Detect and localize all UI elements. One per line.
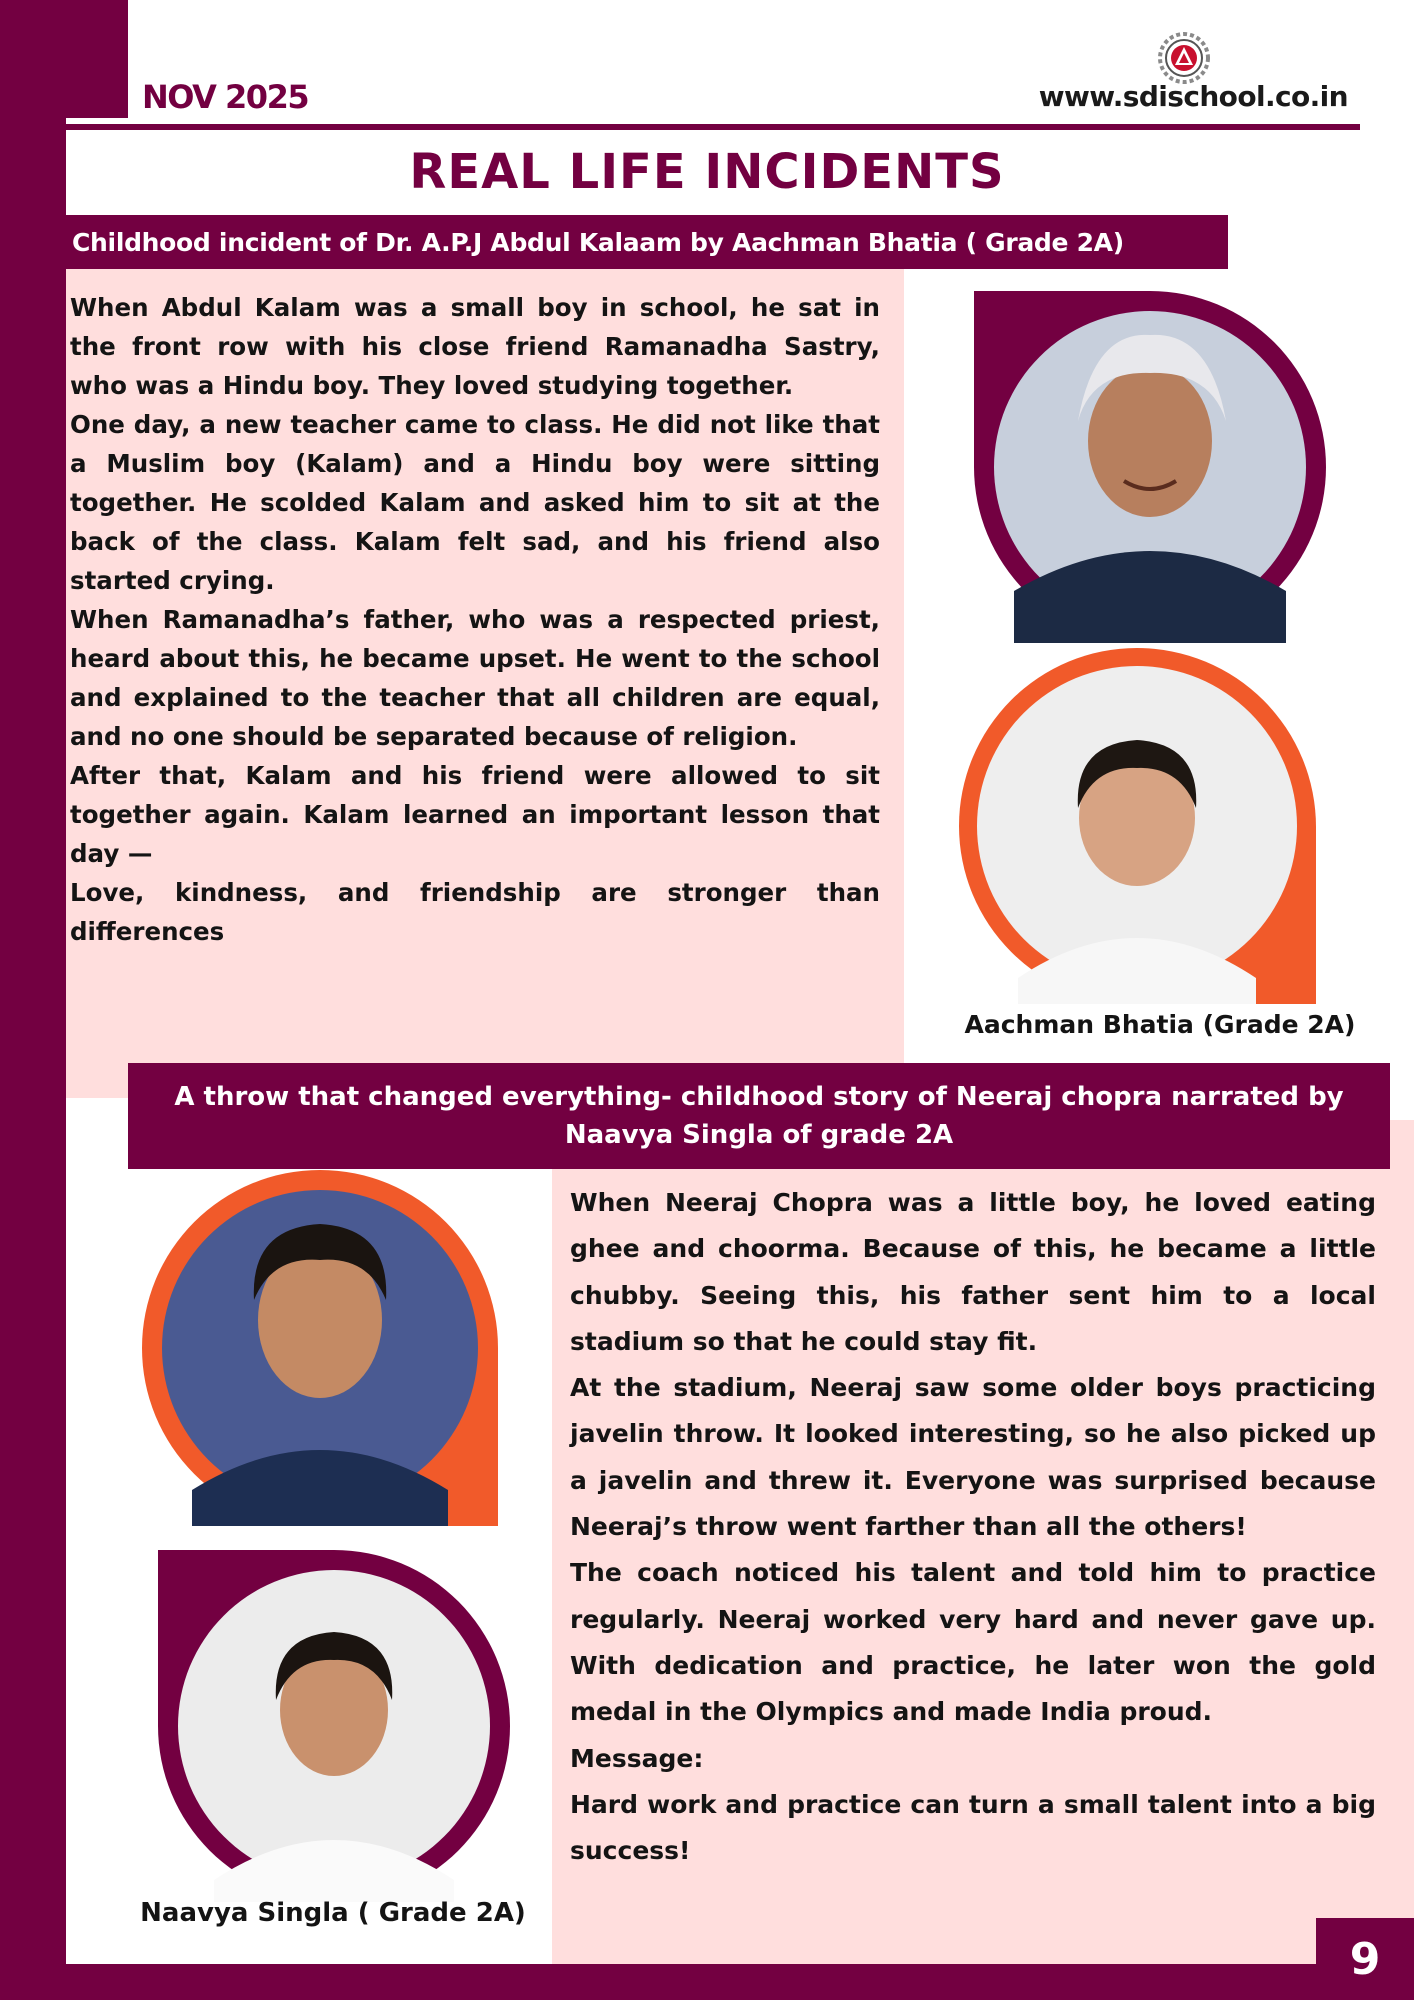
story2-paragraph: When Neeraj Chopra was a little boy, he loved eating ghee and choorma. Because of this, he became a little chubby. Seeing this, his father sent him to a local stadium so that he could stay fit.: [570, 1188, 1376, 1356]
story2-message: Hard work and practice can turn a small talent into a big success!: [570, 1789, 1376, 1866]
story2-text: [570, 1180, 1376, 1874]
story1-paragraph: When Abdul Kalam was a small boy in school, he sat in the front row with his close friend Ramanadha Sastry, who was a Hindu boy. They loved studying together.: [70, 293, 880, 400]
story2-paragraph: At the stadium, Neeraj saw some older boys practicing javelin throw. It looked interesting, so he also picked up a javelin and threw it. Everyone was surprised because Neeraj’s throw went farther than all the others!: [570, 1373, 1376, 1542]
story2-banner-line: A throw that changed everything- childhood story of Neeraj chopra narrated by: [174, 1082, 1344, 1112]
story1-paragraph: Love, kindness, and friendship are stronger than differences: [70, 878, 880, 946]
story2-banner-line: Naavya Singla of grade 2A: [564, 1120, 954, 1150]
top-corner-block: [0, 0, 128, 118]
aachman-bhatia-photo: [958, 648, 1316, 1004]
naavya-singla-photo: [158, 1550, 510, 1902]
story1-paragraph: One day, a new teacher came to class. He did not like that a Muslim boy (Kalam) and a Hindu boy were sitting together. He scolded Kalam and asked him to sit at the back of the class. Kalam felt sad, and his friend also started crying.: [70, 410, 880, 595]
story2-message-label: Message:: [570, 1743, 704, 1773]
story2-title-banner: [128, 1063, 1390, 1169]
story1-paragraph: When Ramanadha’s father, who was a respected priest, heard about this, he became upset. He went to the school and explained to the teacher that all children are equal, and no one should be separated because of religion.: [70, 605, 880, 751]
header-divider: [66, 124, 1360, 130]
page-number: 9: [1349, 1933, 1381, 1985]
kalam-portrait: [974, 291, 1326, 643]
story2-paragraph: The coach noticed his talent and told him to practice regularly. Neeraj worked very hard and never gave up. With dedication and practice, he later won the gold medal in the Olympics and made India proud.: [570, 1558, 1376, 1727]
page-title: REAL LIFE INCIDENTS: [409, 144, 1005, 200]
school-logo-icon: [1158, 32, 1210, 84]
school-website: www.sdischool.co.in: [1038, 80, 1348, 113]
story1-paragraph: After that, Kalam and his friend were allowed to sit together again. Kalam learned an important lesson that day —: [70, 761, 880, 868]
aachman-caption: Aachman Bhatia (Grade 2A): [964, 1010, 1356, 1039]
issue-date: NOV 2025: [142, 78, 309, 116]
footer-bar: [0, 1964, 1414, 2000]
naavya-caption: Naavya Singla ( Grade 2A): [140, 1898, 526, 1928]
story1-title-banner: Childhood incident of Dr. A.P.J Abdul Kalaam by Aachman Bhatia ( Grade 2A): [66, 215, 1228, 269]
story1-text: [70, 288, 880, 951]
neeraj-chopra-portrait: [142, 1170, 498, 1526]
left-border-bar: [0, 0, 66, 2000]
